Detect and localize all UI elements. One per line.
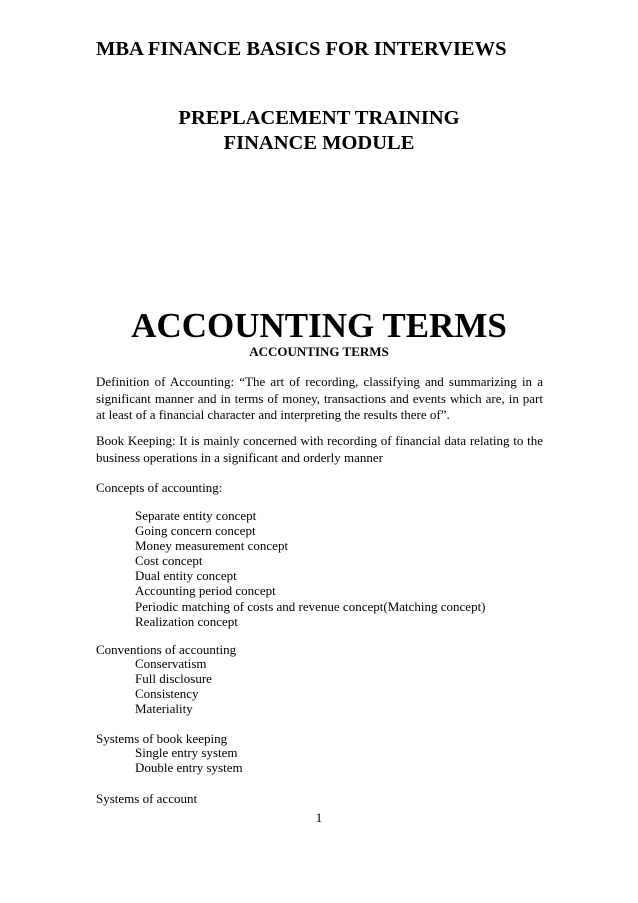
list-item: Accounting period concept — [135, 583, 276, 599]
bookkeeping-line: business operations in a significant and orderly manner — [96, 449, 384, 465]
list-item: Periodic matching of costs and revenue concept(Matching concept) — [135, 598, 486, 614]
list-item: Money measurement concept — [135, 538, 289, 554]
definition-line: significant manner and in terms of money, transactions and events which are, in part — [96, 390, 543, 406]
concepts-heading: Concepts of accounting: — [96, 480, 223, 495]
list-item: Dual entity concept — [135, 568, 237, 584]
definition-line: Definition of Accounting: “The art of recording, classifying and summarizing in a — [96, 374, 543, 389]
section-subheading: ACCOUNTING TERMS — [249, 344, 389, 359]
list-item: Conservatism — [135, 656, 207, 671]
list-item: Double entry system — [135, 760, 243, 776]
conventions-heading: Conventions of accounting — [96, 642, 237, 657]
conventions-list — [135, 656, 212, 716]
list-item: Cost concept — [135, 553, 203, 569]
list-item: Separate entity concept — [135, 508, 257, 523]
definition-paragraph — [96, 374, 543, 424]
module-title-line-1: PREPLACEMENT TRAINING — [178, 107, 460, 129]
list-item: Realization concept — [135, 613, 238, 629]
module-title-line-2: FINANCE MODULE — [223, 132, 415, 154]
account-systems-heading: Systems of account — [96, 791, 198, 806]
document-title: MBA FINANCE BASICS FOR INTERVIEWS — [96, 38, 507, 60]
list-item: Single entry system — [135, 745, 238, 760]
bookkeeping-systems-heading: Systems of book keeping — [96, 731, 228, 746]
list-item: Materiality — [135, 701, 193, 717]
bookkeeping-line: Book Keeping: It is mainly concerned with recording of financial data relating to the — [96, 433, 543, 448]
page-number: 1 — [315, 810, 323, 825]
concepts-list — [135, 508, 486, 629]
bookkeeping-systems-list — [135, 745, 243, 775]
list-item: Consistency — [135, 686, 199, 702]
list-item: Full disclosure — [135, 671, 212, 687]
bookkeeping-paragraph — [96, 433, 543, 466]
list-item: Going concern concept — [135, 523, 256, 539]
section-heading: ACCOUNTING TERMS — [131, 306, 507, 345]
definition-line: at least of a financial character and interpreting the results there of”. — [96, 407, 450, 422]
